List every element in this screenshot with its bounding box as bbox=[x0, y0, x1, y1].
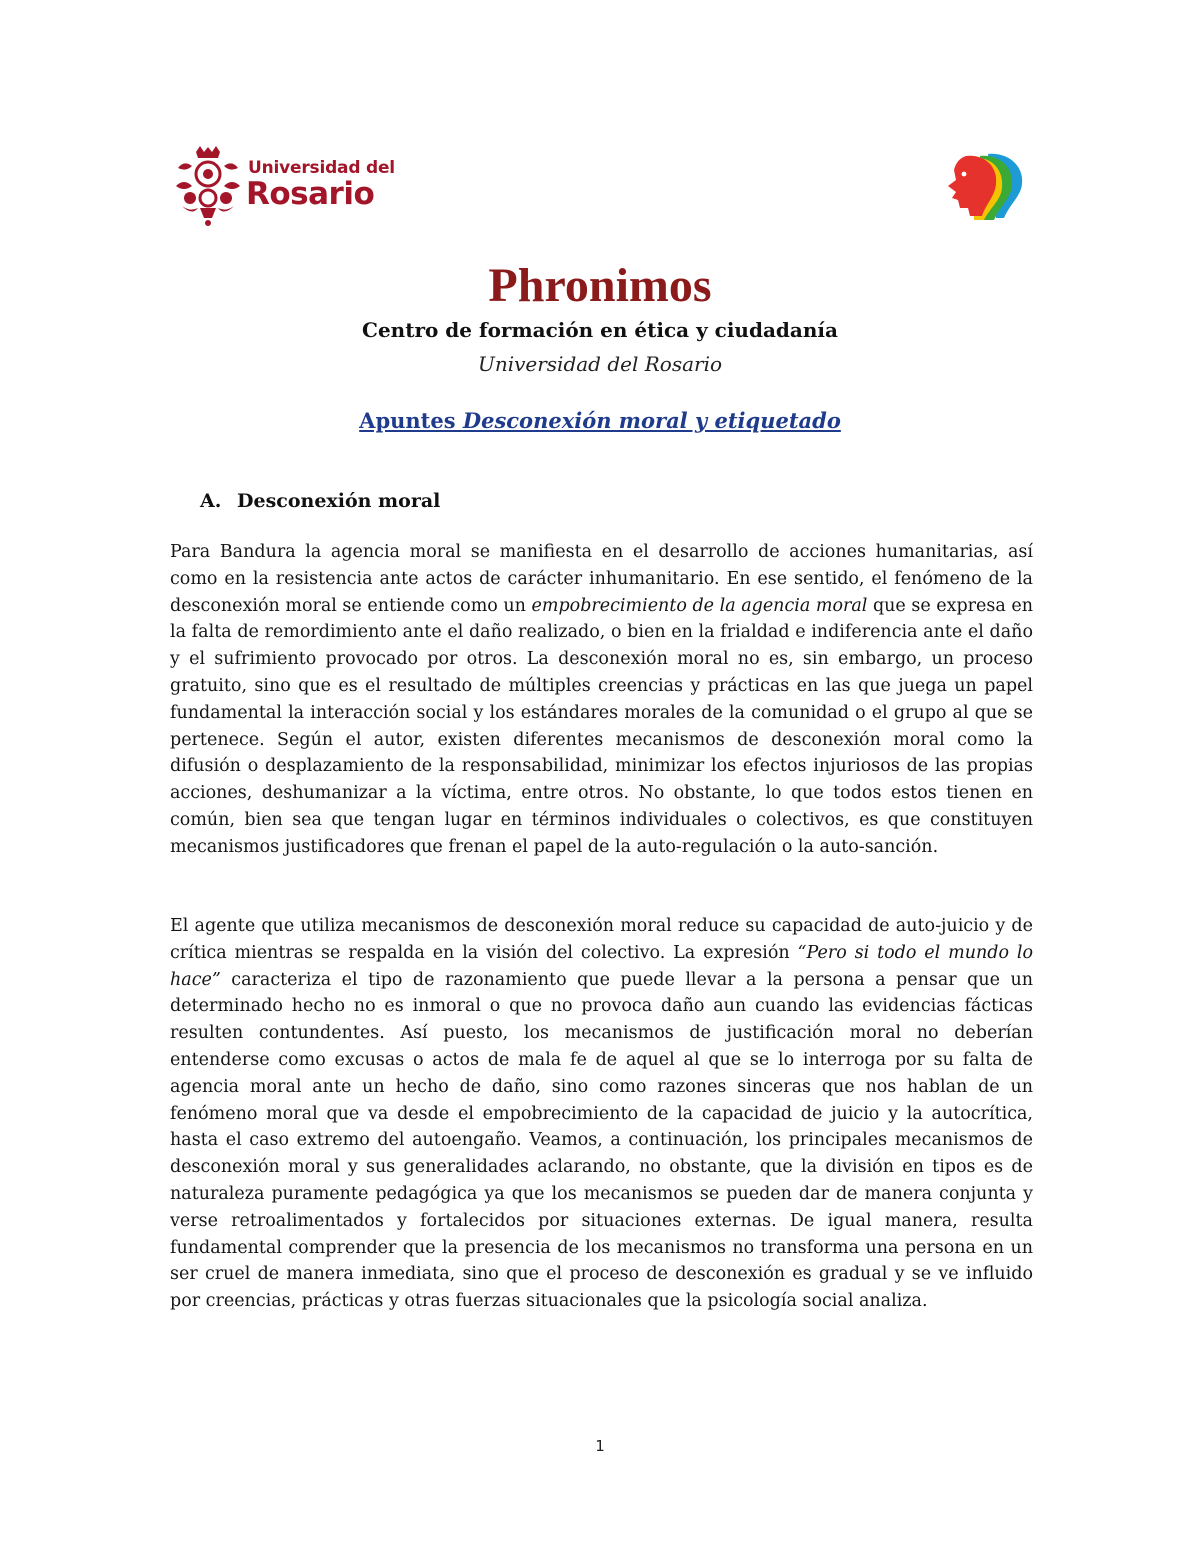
page-subtitle: Centro de formación en ética y ciudadanía bbox=[362, 318, 838, 342]
notes-title bbox=[0, 408, 1200, 433]
paragraph-1 bbox=[170, 539, 1033, 861]
page-title: Phronimos bbox=[488, 259, 712, 312]
university-logo-line1: Universidad del bbox=[248, 158, 395, 178]
paragraph-1-text-b: que se expresa en la falta de remordimiento ante el daño realizado, o bien en la frialdad e indiferencia ante el daño y el sufrimiento provocado por otros. La desconexión moral no es, sin embargo, un proceso gratuito, sino que es el resultado de múltiples creencias y prácticas en las que juega un papel fundamental la interacción social y los estándares morales de la comunidad o el grupo al que se pertenece. Según el autor, existen diferentes mecanismos de desconexión moral como la difusión o desplazamiento de la responsabilidad, minimizar los efectos injuriosos de las propias acciones, deshumanizar a la víctima, entre otros. No obstante, lo que todos estos tienen en común, bien sea que tengan lugar en términos individuales o colectivos, es que constituyen mecanismos justificadores que frenan el papel de la auto-regulación o la auto-sanción. bbox=[170, 595, 1034, 857]
paragraph-1-text-a: Para Bandura la agencia moral se manifiesta en el desarrollo de acciones humanitarias, así como en la resistencia ante actos de carácter inhumanitario. En ese sentido, el fenómeno de la desconexión moral se entiende como un bbox=[170, 542, 1033, 616]
section-letter: A. bbox=[200, 490, 222, 512]
paragraph-1-emphasis: empobrecimiento de la agencia moral bbox=[531, 595, 868, 616]
notes-title-prefix: Apuntes bbox=[359, 408, 463, 433]
page-number: 1 bbox=[595, 1437, 605, 1455]
paragraph-2-text-a: El agente que utiliza mecanismos de desconexión moral reduce su capacidad de auto-juicio y de crítica mientras se respalda en la visión del colectivo. La expresión bbox=[170, 916, 1033, 963]
crest-icon bbox=[170, 146, 246, 226]
university-logo bbox=[170, 146, 395, 226]
heads-icon bbox=[944, 152, 1026, 222]
paragraph-2-text-b: caracteriza el tipo de razonamiento que puede llevar a la persona a pensar que un determinado hecho no es inmoral o que no provoca daño aun cuando las evidencias fácticas resulten contundentes. Así puesto, los mecanismos de justificación moral no deberían entenderse como excusas o actos de mala fe de aquel al que se lo interroga por su falta de agencia moral ante un hecho de daño, sino como razones sinceras que nos hablan de un fenómeno moral que va desde el empobrecimiento de la capacidad de juicio y la autocrítica, hasta el caso extremo del autoengaño. Veamos, a continuación, los principales mecanismos de desconexión moral y sus generalidades aclarando, no obstante, que la división en tipos es de naturaleza puramente pedagógica ya que los mecanismos se pueden dar de manera conjunta y verse retroalimentados y fortalecidos por situaciones externas. De igual manera, resulta fundamental comprender que la presencia de los mecanismos no transforma una persona en un ser cruel de manera inmediata, sino que el proceso de desconexión es gradual y se ve influido por creencias, prácticas y otras fuerzas situacionales que la psicología social analiza. bbox=[170, 969, 1033, 1312]
section-heading bbox=[200, 490, 440, 512]
institution-name: Universidad del Rosario bbox=[477, 352, 723, 376]
section-heading-text: Desconexión moral bbox=[237, 490, 441, 512]
paragraph-2-emphasis: “Pero si todo el mundo lo hace” bbox=[170, 942, 1033, 990]
phronimos-logo bbox=[944, 152, 1026, 222]
notes-title-topic: Desconexión moral y etiquetado bbox=[462, 408, 841, 433]
paragraph-2 bbox=[170, 913, 1033, 1315]
university-logo-line2: Rosario bbox=[246, 176, 375, 212]
